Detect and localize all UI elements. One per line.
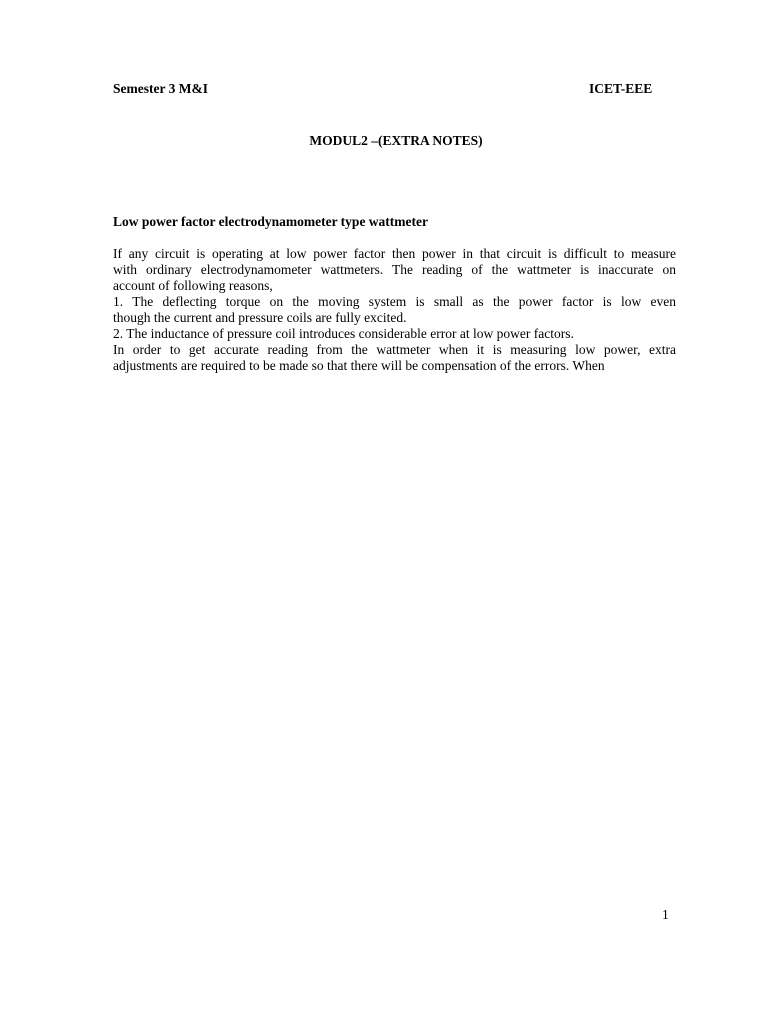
header-course: Semester 3 M&I (113, 81, 208, 96)
page-number: 1 (662, 907, 669, 922)
header-department: ICET-EEE (589, 81, 653, 96)
document-title: MODUL2 –(EXTRA NOTES) (309, 133, 483, 148)
body-line: 2. The inductance of pressure coil introduces considerable error at low power factors. (113, 326, 574, 341)
body-line: account of following reasons, (113, 278, 273, 293)
body-line: In order to get accurate reading from the wattmeter when it is measuring low power, extra (113, 342, 676, 357)
body-line: 1. The deflecting torque on the moving system is small as the power factor is low even (113, 294, 676, 309)
body-line: adjustments are required to be made so that there will be compensation of the errors. When (113, 358, 605, 373)
body-line: If any circuit is operating at low power factor then power in that circuit is difficult to measure (113, 246, 676, 261)
body-line: with ordinary electrodynamometer wattmeters. The reading of the wattmeter is inaccurate on (113, 262, 676, 277)
section-heading: Low power factor electrodynamometer type wattmeter (113, 214, 429, 229)
body-line: though the current and pressure coils are fully excited. (113, 310, 407, 325)
body-paragraph (113, 246, 676, 374)
